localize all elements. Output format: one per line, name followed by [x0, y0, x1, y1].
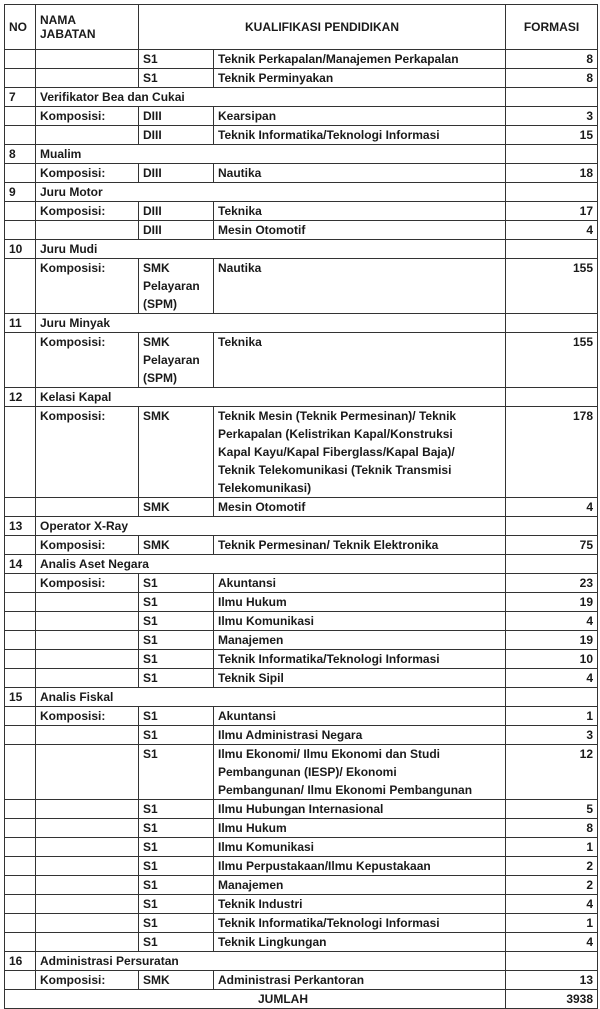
education-level: S1: [139, 745, 214, 800]
qualification: Nautika: [214, 164, 506, 183]
table-row: [5, 612, 598, 631]
formasi-count: 5: [506, 800, 598, 819]
komposisi-label: [36, 726, 139, 745]
jabatan-title: Operator X-Ray: [36, 517, 506, 536]
qualification: Ilmu Ekonomi/ Ilmu Ekonomi dan Studi Pembangunan (IESP)/ Ekonomi Pembangunan/ Ilmu Ekonomi Pembangunan: [214, 745, 506, 800]
jabatan-title: Verifikator Bea dan Cukai: [36, 88, 506, 107]
formasi-count: 1: [506, 838, 598, 857]
formasi-count: 18: [506, 164, 598, 183]
education-level: S1: [139, 593, 214, 612]
table-row: [5, 726, 598, 745]
formasi-count: 4: [506, 221, 598, 240]
komposisi-label: Komposisi:: [36, 407, 139, 498]
qualification: Teknik Perminyakan: [214, 69, 506, 88]
formasi-count: 1: [506, 707, 598, 726]
row-no: [5, 631, 36, 650]
group-row: [5, 183, 598, 202]
formasi-cell: [506, 145, 598, 164]
table-row: [5, 50, 598, 69]
formasi-count: 8: [506, 819, 598, 838]
table-row: [5, 221, 598, 240]
formasi-count: 1: [506, 914, 598, 933]
qualification: Teknika: [214, 202, 506, 221]
education-level: SMK: [139, 536, 214, 555]
formasi-count: 3: [506, 107, 598, 126]
komposisi-label: [36, 221, 139, 240]
qualification: Teknik Lingkungan: [214, 933, 506, 952]
row-no: [5, 819, 36, 838]
group-row: [5, 952, 598, 971]
row-no: [5, 857, 36, 876]
row-no: 16: [5, 952, 36, 971]
education-level: S1: [139, 933, 214, 952]
table-row: [5, 650, 598, 669]
formasi-count: 19: [506, 631, 598, 650]
qualification: Teknik Mesin (Teknik Permesinan)/ Teknik Perkapalan (Kelistrikan Kapal/Konstruksi Kapal Kayu/Kapal Fiberglass/Kapal Baja)/ Teknik Telekomunikasi (Teknik Transmisi Telekomunikasi): [214, 407, 506, 498]
qualification: Teknik Industri: [214, 895, 506, 914]
row-no: 15: [5, 688, 36, 707]
education-level: SMK Pelayaran (SPM): [139, 333, 214, 388]
row-no: 12: [5, 388, 36, 407]
table-row: [5, 971, 598, 990]
komposisi-label: Komposisi:: [36, 707, 139, 726]
formasi-count: 15: [506, 126, 598, 145]
komposisi-label: [36, 838, 139, 857]
formasi-count: 4: [506, 498, 598, 517]
komposisi-label: [36, 612, 139, 631]
education-level: S1: [139, 819, 214, 838]
formasi-count: 2: [506, 857, 598, 876]
education-level: S1: [139, 857, 214, 876]
education-level: SMK: [139, 407, 214, 498]
row-no: [5, 876, 36, 895]
formasi-cell: [506, 314, 598, 333]
qualification: Teknik Perkapalan/Manajemen Perkapalan: [214, 50, 506, 69]
education-level: S1: [139, 669, 214, 688]
row-no: [5, 726, 36, 745]
education-level: S1: [139, 876, 214, 895]
row-no: [5, 50, 36, 69]
table-row: [5, 895, 598, 914]
table-row: [5, 669, 598, 688]
formasi-count: 2: [506, 876, 598, 895]
komposisi-label: [36, 593, 139, 612]
jabatan-title: Juru Motor: [36, 183, 506, 202]
education-level: S1: [139, 726, 214, 745]
qualification: Akuntansi: [214, 707, 506, 726]
komposisi-label: Komposisi:: [36, 536, 139, 555]
formasi-count: 13: [506, 971, 598, 990]
group-row: [5, 388, 598, 407]
table-row: [5, 745, 598, 800]
formasi-count: 178: [506, 407, 598, 498]
row-no: [5, 164, 36, 183]
education-level: S1: [139, 574, 214, 593]
formasi-cell: [506, 183, 598, 202]
formasi-count: 75: [506, 536, 598, 555]
komposisi-label: [36, 669, 139, 688]
education-level: SMK: [139, 971, 214, 990]
row-no: [5, 707, 36, 726]
komposisi-label: [36, 650, 139, 669]
qualification: Nautika: [214, 259, 506, 314]
total-value: 3938: [506, 990, 598, 1009]
formasi-count: 17: [506, 202, 598, 221]
row-no: [5, 107, 36, 126]
qualification: Ilmu Komunikasi: [214, 838, 506, 857]
row-no: [5, 407, 36, 498]
education-level: SMK Pelayaran (SPM): [139, 259, 214, 314]
header-no: NO: [5, 5, 36, 50]
row-no: [5, 126, 36, 145]
table-row: [5, 933, 598, 952]
qualification: Teknik Informatika/Teknologi Informasi: [214, 126, 506, 145]
education-level: S1: [139, 650, 214, 669]
qualification: Ilmu Hukum: [214, 819, 506, 838]
row-no: [5, 202, 36, 221]
education-level: S1: [139, 612, 214, 631]
group-row: [5, 240, 598, 259]
table-row: [5, 857, 598, 876]
qualification: Manajemen: [214, 631, 506, 650]
komposisi-label: [36, 745, 139, 800]
formasi-count: 4: [506, 612, 598, 631]
jabatan-title: Mualim: [36, 145, 506, 164]
komposisi-label: Komposisi:: [36, 202, 139, 221]
education-level: SMK: [139, 498, 214, 517]
row-no: [5, 612, 36, 631]
komposisi-label: Komposisi:: [36, 333, 139, 388]
table-row: [5, 164, 598, 183]
formasi-cell: [506, 240, 598, 259]
qualification: Mesin Otomotif: [214, 498, 506, 517]
qualification: Ilmu Hubungan Internasional: [214, 800, 506, 819]
jabatan-title: Kelasi Kapal: [36, 388, 506, 407]
row-no: [5, 574, 36, 593]
komposisi-label: [36, 69, 139, 88]
komposisi-label: [36, 800, 139, 819]
education-level: DIII: [139, 126, 214, 145]
table-row: [5, 914, 598, 933]
row-no: 13: [5, 517, 36, 536]
total-label: JUMLAH: [5, 990, 506, 1009]
row-no: [5, 669, 36, 688]
row-no: 10: [5, 240, 36, 259]
header-kualifikasi: KUALIFIKASI PENDIDIKAN: [139, 5, 506, 50]
row-no: 7: [5, 88, 36, 107]
education-level: DIII: [139, 107, 214, 126]
table-row: [5, 498, 598, 517]
komposisi-label: Komposisi:: [36, 107, 139, 126]
formasi-count: 12: [506, 745, 598, 800]
formasi-count: 4: [506, 933, 598, 952]
formasi-table: [4, 4, 598, 1009]
qualification: Ilmu Hukum: [214, 593, 506, 612]
qualification: Ilmu Administrasi Negara: [214, 726, 506, 745]
formasi-count: 23: [506, 574, 598, 593]
row-no: [5, 895, 36, 914]
education-level: S1: [139, 800, 214, 819]
header-jabatan: NAMA JABATAN: [36, 5, 139, 50]
jabatan-title: Analis Fiskal: [36, 688, 506, 707]
table-row: [5, 707, 598, 726]
table-header: [5, 5, 598, 50]
formasi-count: 3: [506, 726, 598, 745]
row-no: 14: [5, 555, 36, 574]
table-body: [5, 50, 598, 990]
table-row: [5, 202, 598, 221]
table-row: [5, 126, 598, 145]
qualification: Teknik Informatika/Teknologi Informasi: [214, 914, 506, 933]
komposisi-label: Komposisi:: [36, 971, 139, 990]
table-row: [5, 259, 598, 314]
formasi-count: 155: [506, 333, 598, 388]
table-row: [5, 574, 598, 593]
education-level: S1: [139, 50, 214, 69]
group-row: [5, 688, 598, 707]
row-no: [5, 650, 36, 669]
row-no: [5, 536, 36, 555]
table-row: [5, 838, 598, 857]
komposisi-label: [36, 498, 139, 517]
education-level: DIII: [139, 164, 214, 183]
table-row: [5, 333, 598, 388]
formasi-cell: [506, 517, 598, 536]
jabatan-title: Analis Aset Negara: [36, 555, 506, 574]
table-row: [5, 107, 598, 126]
table-row: [5, 800, 598, 819]
komposisi-label: [36, 857, 139, 876]
qualification: Teknik Permesinan/ Teknik Elektronika: [214, 536, 506, 555]
formasi-count: 4: [506, 669, 598, 688]
row-no: [5, 971, 36, 990]
qualification: Manajemen: [214, 876, 506, 895]
qualification: Teknika: [214, 333, 506, 388]
formasi-count: 155: [506, 259, 598, 314]
qualification: Teknik Sipil: [214, 669, 506, 688]
row-no: [5, 933, 36, 952]
formasi-count: 8: [506, 50, 598, 69]
jabatan-title: Administrasi Persuratan: [36, 952, 506, 971]
qualification: Ilmu Perpustakaan/Ilmu Kepustakaan: [214, 857, 506, 876]
komposisi-label: [36, 876, 139, 895]
education-level: S1: [139, 895, 214, 914]
header-formasi: FORMASI: [506, 5, 598, 50]
formasi-count: 19: [506, 593, 598, 612]
education-level: S1: [139, 914, 214, 933]
row-no: [5, 838, 36, 857]
komposisi-label: [36, 933, 139, 952]
formasi-cell: [506, 388, 598, 407]
formasi-cell: [506, 88, 598, 107]
jabatan-title: Juru Mudi: [36, 240, 506, 259]
education-level: DIII: [139, 221, 214, 240]
qualification: Ilmu Komunikasi: [214, 612, 506, 631]
group-row: [5, 88, 598, 107]
row-no: [5, 259, 36, 314]
komposisi-label: Komposisi:: [36, 259, 139, 314]
row-no: [5, 593, 36, 612]
komposisi-label: [36, 914, 139, 933]
table-row: [5, 631, 598, 650]
table-row: [5, 69, 598, 88]
formasi-count: 8: [506, 69, 598, 88]
education-level: S1: [139, 707, 214, 726]
qualification: Administrasi Perkantoran: [214, 971, 506, 990]
group-row: [5, 517, 598, 536]
education-level: S1: [139, 69, 214, 88]
table-row: [5, 819, 598, 838]
row-no: [5, 69, 36, 88]
education-level: S1: [139, 838, 214, 857]
education-level: DIII: [139, 202, 214, 221]
total-row: [5, 990, 598, 1009]
group-row: [5, 555, 598, 574]
formasi-cell: [506, 952, 598, 971]
formasi-count: 10: [506, 650, 598, 669]
table-row: [5, 407, 598, 498]
row-no: [5, 914, 36, 933]
table-row: [5, 876, 598, 895]
komposisi-label: Komposisi:: [36, 574, 139, 593]
formasi-cell: [506, 688, 598, 707]
group-row: [5, 314, 598, 333]
qualification: Kearsipan: [214, 107, 506, 126]
qualification: Mesin Otomotif: [214, 221, 506, 240]
row-no: [5, 800, 36, 819]
table-row: [5, 593, 598, 612]
formasi-cell: [506, 555, 598, 574]
jabatan-title: Juru Minyak: [36, 314, 506, 333]
row-no: 9: [5, 183, 36, 202]
group-row: [5, 145, 598, 164]
komposisi-label: Komposisi:: [36, 164, 139, 183]
row-no: [5, 498, 36, 517]
table-row: [5, 536, 598, 555]
komposisi-label: [36, 895, 139, 914]
komposisi-label: [36, 819, 139, 838]
komposisi-label: [36, 126, 139, 145]
row-no: 11: [5, 314, 36, 333]
qualification: Akuntansi: [214, 574, 506, 593]
education-level: S1: [139, 631, 214, 650]
row-no: [5, 221, 36, 240]
komposisi-label: [36, 50, 139, 69]
row-no: [5, 745, 36, 800]
row-no: [5, 333, 36, 388]
row-no: 8: [5, 145, 36, 164]
qualification: Teknik Informatika/Teknologi Informasi: [214, 650, 506, 669]
formasi-count: 4: [506, 895, 598, 914]
komposisi-label: [36, 631, 139, 650]
